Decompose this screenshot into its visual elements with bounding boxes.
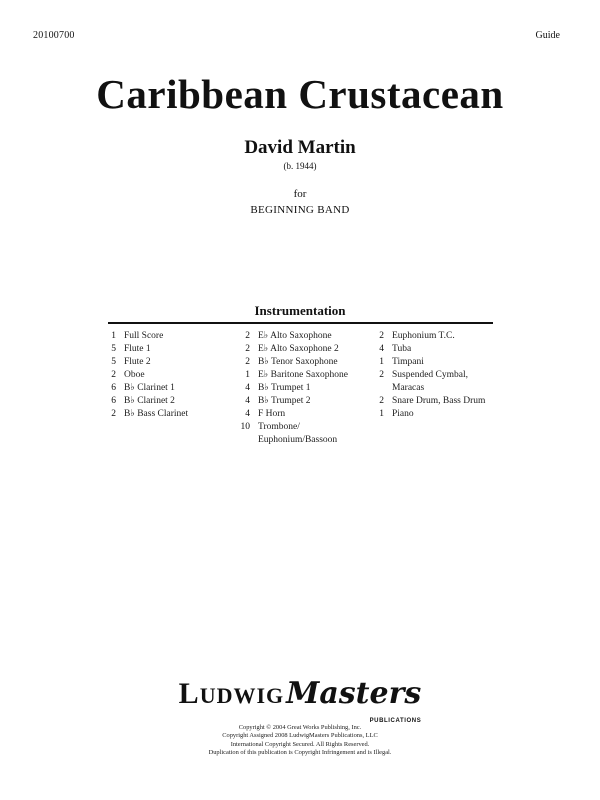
part-name: Trombone/ [258,422,300,432]
part-quantity: 6 [111,396,116,406]
part-name: Snare Drum, Bass Drum [392,396,486,406]
ensemble-label: BEGINNING BAND [250,204,350,216]
part-name: Flute 1 [124,344,151,354]
part-quantity: 2 [379,331,384,341]
part-quantity: 4 [245,383,250,393]
part-name: E♭ Alto Saxophone 2 [258,344,339,354]
instrument-part-row [100,408,230,421]
instrument-part-row [368,356,508,369]
copyright-notice [0,724,600,757]
score-type-label: Guide [535,30,560,41]
part-quantity: 4 [245,396,250,406]
part-name: B♭ Clarinet 1 [124,383,175,393]
instrument-part-row [100,356,230,369]
part-quantity: 2 [111,370,116,380]
part-name: Oboe [124,370,145,380]
ludwigmasters-logo [178,676,422,724]
part-name: E♭ Baritone Saxophone [258,370,348,380]
composer-name: David Martin [244,137,356,158]
instrument-part-row [234,382,372,395]
part-quantity: 4 [379,344,384,354]
instrument-part-row [368,395,508,408]
instrument-part-row [234,421,372,434]
part-quantity: 5 [111,344,116,354]
instrument-part-row [100,343,230,356]
copyright-line: Copyright © 2004 Great Works Publishing, Inc. [238,724,362,731]
part-quantity: 2 [245,344,250,354]
part-quantity: 2 [379,370,384,380]
part-quantity: 2 [111,409,116,419]
instrument-part-row [100,330,230,343]
part-quantity: 10 [240,422,250,432]
instrument-part-row [368,382,508,395]
part-quantity: 4 [245,409,250,419]
for-label: for [293,188,307,200]
part-quantity [234,434,250,447]
part-quantity: 1 [379,409,384,419]
part-quantity: 2 [245,331,250,341]
part-name: Timpani [392,357,424,367]
logo-publications-text: PUBLICATIONS [369,718,422,724]
catalog-number: 20100700 [33,30,75,41]
copyright-line: Copyright Assigned 2008 LudwigMasters Publications, LLC [222,732,378,740]
instrument-part-row [368,369,508,382]
instrumentation-heading: Instrumentation [254,303,346,318]
publisher-logo [0,676,600,724]
composer-dates: (b. 1944) [283,161,317,171]
instrumentation-column-2 [234,330,372,447]
part-name: F Horn [258,409,286,419]
part-quantity: 6 [111,383,116,393]
instrumentation-column-3 [368,330,508,421]
part-quantity [368,382,384,395]
part-name: Flute 2 [124,357,151,367]
part-name: B♭ Tenor Saxophone [258,357,338,367]
part-name: B♭ Trumpet 2 [258,396,311,406]
copyright-line: Duplication of this publication is Copyright Infringement and is Illegal. [208,748,392,756]
instrument-part-row [234,343,372,356]
part-name: Maracas [392,383,425,393]
part-name: E♭ Alto Saxophone [258,331,332,341]
instrument-part-row [234,395,372,408]
instrument-part-row [100,395,230,408]
instrument-part-row [100,369,230,382]
part-name: B♭ Clarinet 2 [124,396,175,406]
instrument-part-row [234,369,372,382]
instrument-part-row [100,382,230,395]
instrument-part-row [368,408,508,421]
part-quantity: 1 [111,331,116,341]
instrument-part-row [368,343,508,356]
instrument-part-row [234,408,372,421]
part-quantity: 1 [245,370,250,380]
part-quantity: 5 [111,357,116,367]
part-name: B♭ Bass Clarinet [124,409,189,419]
part-name: Piano [392,409,414,419]
part-name: Tuba [392,344,412,354]
part-name: Suspended Cymbal, [392,370,468,380]
part-quantity: 1 [379,357,384,367]
piece-title: Caribbean Crustacean [96,71,504,117]
copyright-line: International Copyright Secured. All Rights Reserved. [230,740,370,748]
part-name: Full Score [124,331,164,341]
instrument-part-row [234,434,372,447]
logo-masters-text: Masters [286,676,422,711]
part-quantity: 2 [245,357,250,367]
part-name: Euphonium T.C. [392,331,455,341]
logo-ludwig-text: LUDWIG [178,677,285,710]
instrument-part-row [368,330,508,343]
instrumentation-divider [108,322,493,324]
instrumentation-column-1 [100,330,230,421]
part-quantity: 2 [379,396,384,406]
part-name: Euphonium/Bassoon [258,435,338,445]
part-name: B♭ Trumpet 1 [258,383,311,393]
instrument-part-row [234,330,372,343]
instrument-part-row [234,356,372,369]
